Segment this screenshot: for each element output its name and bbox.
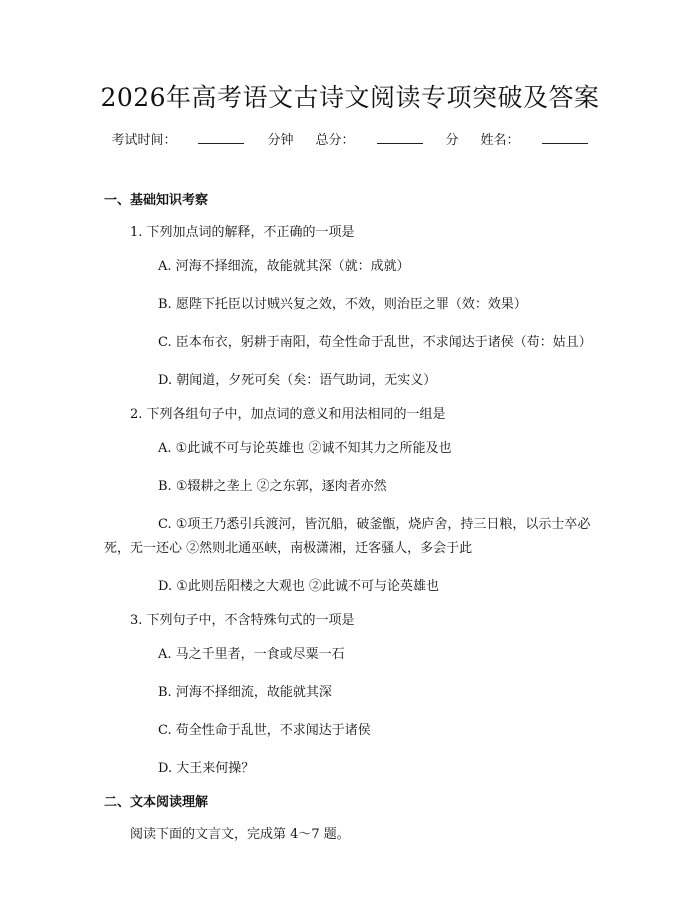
question-stem: 1. 下列加点词的解释，不正确的一项是 [130, 225, 355, 240]
page-title: 2026年高考语文古诗文阅读专项突破及答案 [100, 83, 600, 112]
option-a: A. 马之千里者，一食或尽粟一石 [158, 647, 345, 662]
name-label: 姓名： [480, 133, 520, 148]
score-field [315, 133, 458, 148]
option-b: B. 愿陛下托臣以讨贼兴复之效，不效，则治臣之罪（效：效果） [158, 297, 527, 312]
option-c: C. 臣本布衣，躬耕于南阳，苟全性命于乱世，不求闻达于诸侯（苟：姑且） [158, 335, 592, 350]
name-field [481, 133, 589, 148]
score-unit: 分 [445, 133, 459, 148]
exam-meta-line [0, 130, 700, 151]
time-label: 考试时间： [111, 133, 177, 148]
option-b: B. ①辍耕之垄上 ②之东郭，逐肉者亦然 [158, 479, 387, 494]
question-stem: 2. 下列各组句子中，加点词的意义和用法相同的一组是 [130, 407, 446, 422]
option-a: A. 河海不择细流，故能就其深（就：成就） [158, 259, 410, 274]
option-b: B. 河海不择细流，故能就其深 [158, 685, 332, 700]
time-unit: 分钟 [267, 133, 294, 148]
option-d: D. ①此则岳阳楼之大观也 ②此诚不可与论英雄也 [158, 579, 440, 594]
section-heading: 二、文本阅读理解 [104, 795, 209, 810]
name-blank[interactable] [542, 130, 588, 144]
option-d: D. 大王来何操？ [158, 761, 255, 776]
section-heading: 一、基础知识考察 [104, 193, 209, 208]
reading-intro: 阅读下面的文言文，完成第 4～7 题。 [130, 827, 350, 842]
time-field [111, 133, 293, 148]
time-blank[interactable] [198, 130, 244, 144]
option-c: C. ①项王乃悉引兵渡河，皆沉船，破釜甑，烧庐舍，持三日粮，以示士卒必死，无一还心 ②然则北通巫峡，南极潇湘，迁客骚人，多会于此 [104, 517, 591, 556]
exam-content [104, 191, 600, 845]
option-a: A. ①此诚不可与论英雄也 ②诚不知其力之所能及也 [158, 441, 452, 456]
question-stem: 3. 下列句子中，不含特殊句式的一项是 [130, 613, 355, 628]
score-label: 总分： [315, 133, 355, 148]
score-blank[interactable] [377, 130, 423, 144]
option-c: C. 苟全性命于乱世，不求闻达于诸侯 [158, 723, 371, 738]
option-d: D. 朝闻道，夕死可矣（矣：语气助词，无实义） [158, 373, 437, 388]
